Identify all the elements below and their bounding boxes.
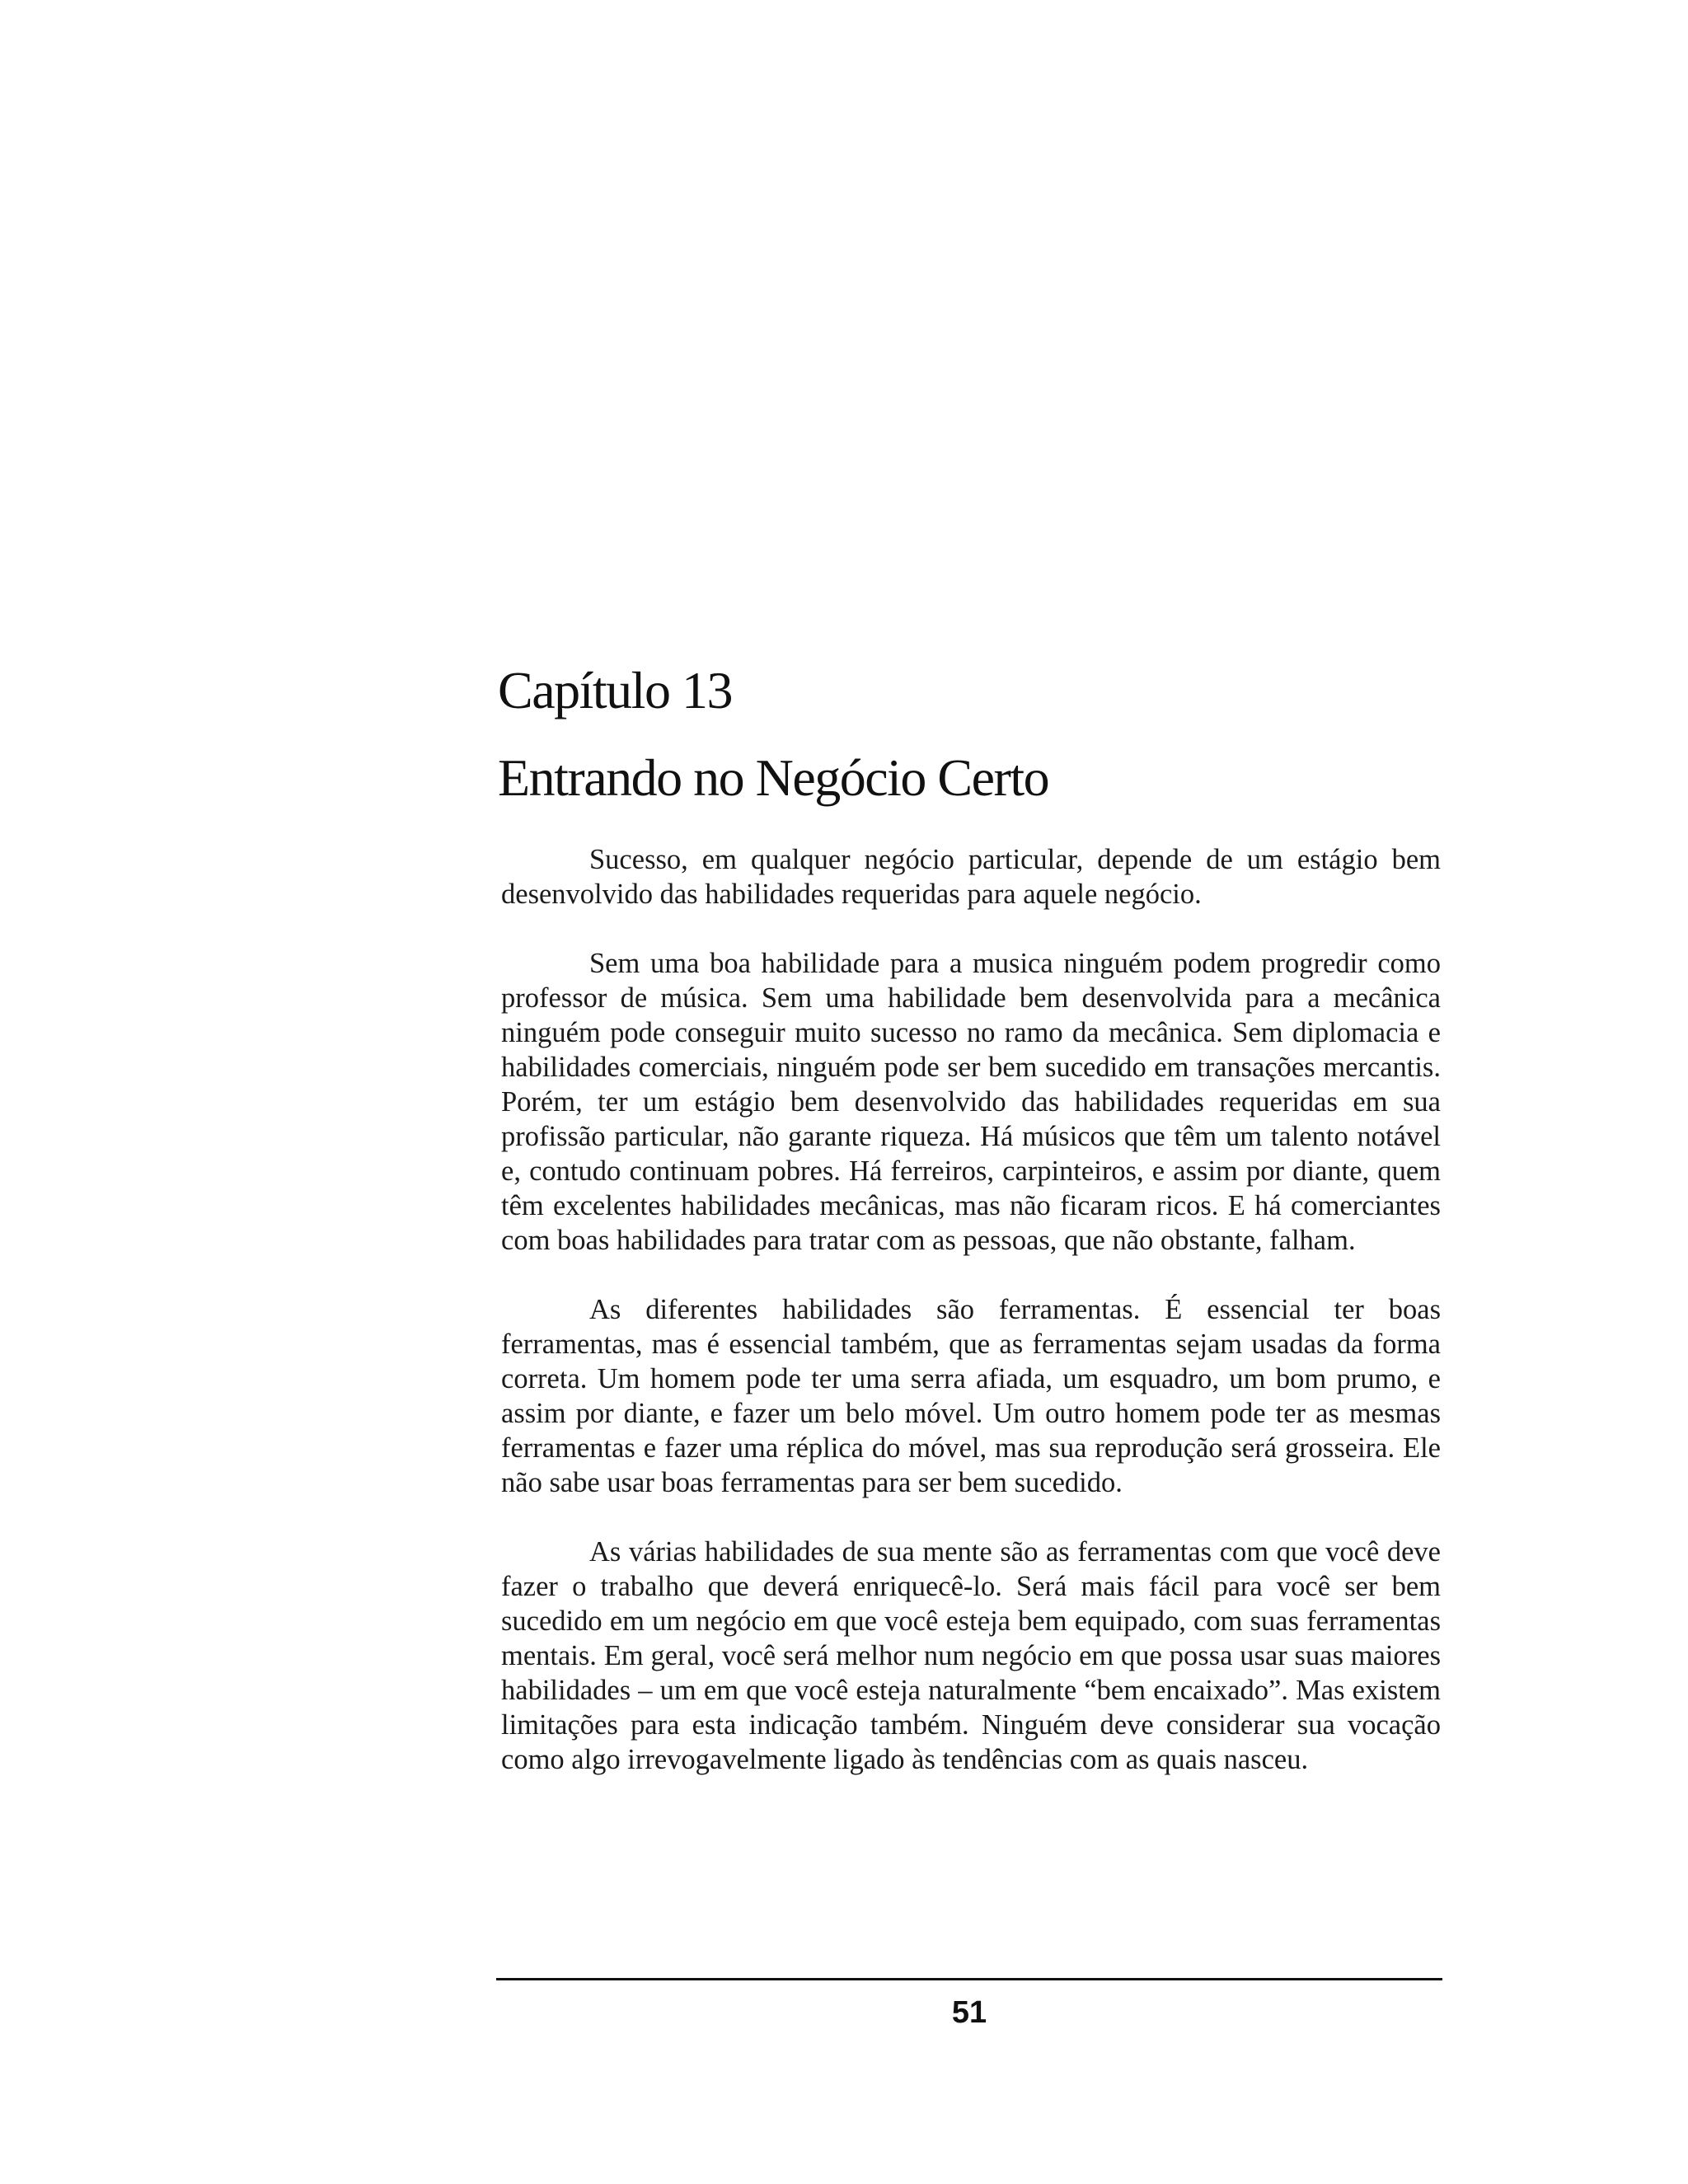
chapter-title: Entrando no Negócio Certo [498,748,1049,807]
paragraph: Sem uma boa habilidade para a musica ninguém podem progredir como professor de música. Sem uma habilidade bem desenvolvida para a mecânica ninguém pode conseguir muito sucesso no ramo da mecânica. Sem diplomacia e habilidades comerciais, ninguém pode ser bem sucedido em transações mercantis. Porém, ter um estágio bem desenvolvido das habilidades requeridas em sua profissão particular, não garante riqueza. Há músicos que têm um talento notável e, contudo continuam pobres. Há ferreiros, carpinteiros, e assim por diante, quem têm excelentes habilidades mecânicas, mas não ficaram ricos. E há comerciantes com boas habilidades para tratar com as pessoas, que não obstante, falham. [501,948,1441,1256]
paragraph: As várias habilidades de sua mente são as ferramentas com que você deve fazer o trabalho que deverá enriquecê-lo. Será mais fácil para você ser bem sucedido em um negócio em que você esteja bem equipado, com suas ferramentas mentais. Em geral, você será melhor num negócio em que possa usar suas maiores habilidades – um em que você esteja naturalmente “bem encaixado”. Mas existem limitações para esta indicação também. Ninguém deve considerar sua vocação como algo irrevogavelmente ligado às tendências com as quais nasceu. [501,1536,1441,1775]
paragraph: As diferentes habilidades são ferramentas. É essencial ter boas ferramentas, mas é essencial também, que as ferramentas sejam usadas da forma correta. Um homem pode ter uma serra afiada, um esquadro, um bom prumo, e assim por diante, e fazer um belo móvel. Um outro homem pode ter as mesmas ferramentas e fazer uma réplica do móvel, mas sua reprodução será grosseira. Ele não sabe usar boas ferramentas para ser bem sucedido. [501,1294,1441,1498]
chapter-number: Capítulo 13 [498,661,732,719]
chapter-heading [498,647,1446,822]
paragraph: Sucesso, em qualquer negócio particular, depende de um estágio bem desenvolvido das habilidades requeridas para aquele negócio. [501,844,1441,910]
page-number: 51 [951,1995,987,2030]
chapter-body [501,842,1441,1811]
footer-divider [496,1978,1442,1980]
